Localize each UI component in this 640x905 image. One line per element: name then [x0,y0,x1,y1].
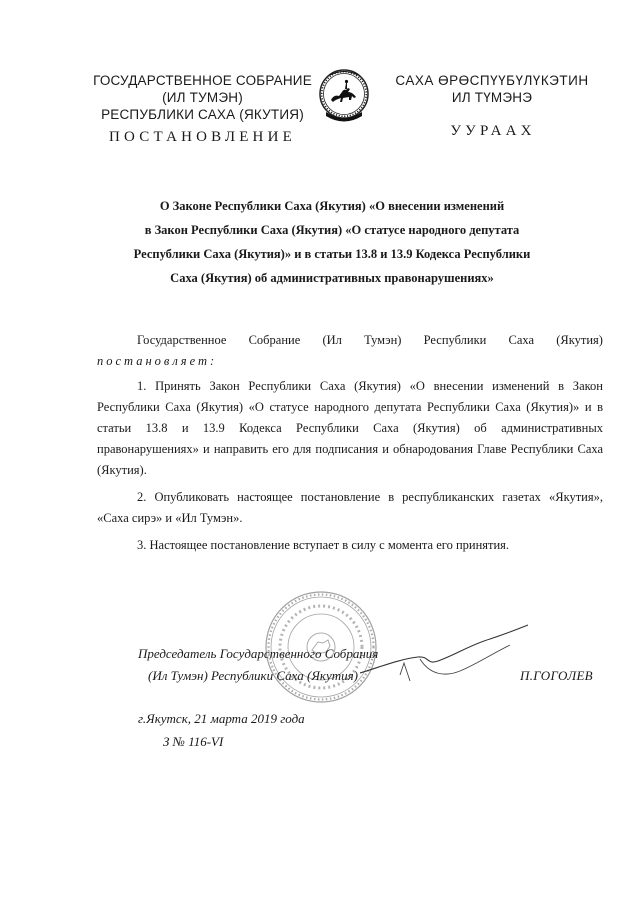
intro-line [97,330,603,351]
header-left-line-2: (ИЛ ТУМЭН) [162,90,243,105]
header-right-line-1: САХА ӨРӨСПҮҮБҮЛҮКЭТИН [395,73,589,88]
title-line-1: О Законе Республики Саха (Якутия) «О внесении изменений [159,199,505,213]
title-line-4: Саха (Якутия) об административных правонарушениях» [170,271,494,285]
header-left-line-3: РЕСПУБЛИКИ САХА (ЯКУТИЯ) [101,107,304,122]
postanovlyaet-text: постановляет: [97,354,218,368]
coat-of-arms-emblem [318,66,370,126]
signer-role-line-2: (Ил Тумэн) Республики Саха (Якутия) [148,668,358,683]
decree-title-russian: ПОСТАНОВЛЕНИЕ [109,129,296,145]
title-line-2: в Закон Республики Саха (Якутия) «О статусе народного депутата [144,223,520,237]
document-number: З № 116-VI [163,734,224,749]
header-org-russian [80,72,325,123]
intro-word: Собрание [248,333,301,347]
resolution-item-1: 1. Принять Закон Республики Саха (Якутия) «О внесении изменений в Закон Республики Саха (Якутия) «О статусе народного депутата Республики Саха (Якутия)» и в статьи 13.8 и 13.9 Кодекса Республики Саха (Якутия) об административных правонарушениях» и направить его для подписания и обнародования Главе Республики Саха (Якутия). [97,379,603,477]
document-body [97,330,603,556]
header-org-sakha [387,72,597,106]
handwritten-signature [360,615,530,695]
resolution-item-3: 3. Настоящее постановление вступает в силу с момента его принятия. [137,538,510,552]
intro-word: (Ил [322,333,342,347]
signer-name: П.ГОГОЛЕВ [520,668,593,683]
place-and-date: г.Якутск, 21 марта 2019 года [138,711,305,726]
document-title [110,194,554,290]
header-right-line-2: ИЛ ТҮМЭНЭ [451,90,533,105]
header-left-line-1: ГОСУДАРСТВЕННОЕ СОБРАНИЕ [93,73,312,88]
decree-title-sakha: УУРААХ [450,123,536,139]
intro-word: (Якутия) [556,333,603,347]
intro-word: Республики [423,333,487,347]
resolution-item-2: 2. Опубликовать настоящее постановление в республиканских газетах «Якутия», «Саха сирэ» и «Ил Тумэн». [97,490,603,525]
title-line-3: Республики Саха (Якутия)» и в статьи 13.8 и 13.9 Кодекса Республики [133,247,531,261]
intro-word: Государственное [137,333,227,347]
signer-role-line-1: Председатель Государственного Собрания [138,646,379,661]
intro-word: Саха [508,333,535,347]
intro-word: Тумэн) [364,333,402,347]
